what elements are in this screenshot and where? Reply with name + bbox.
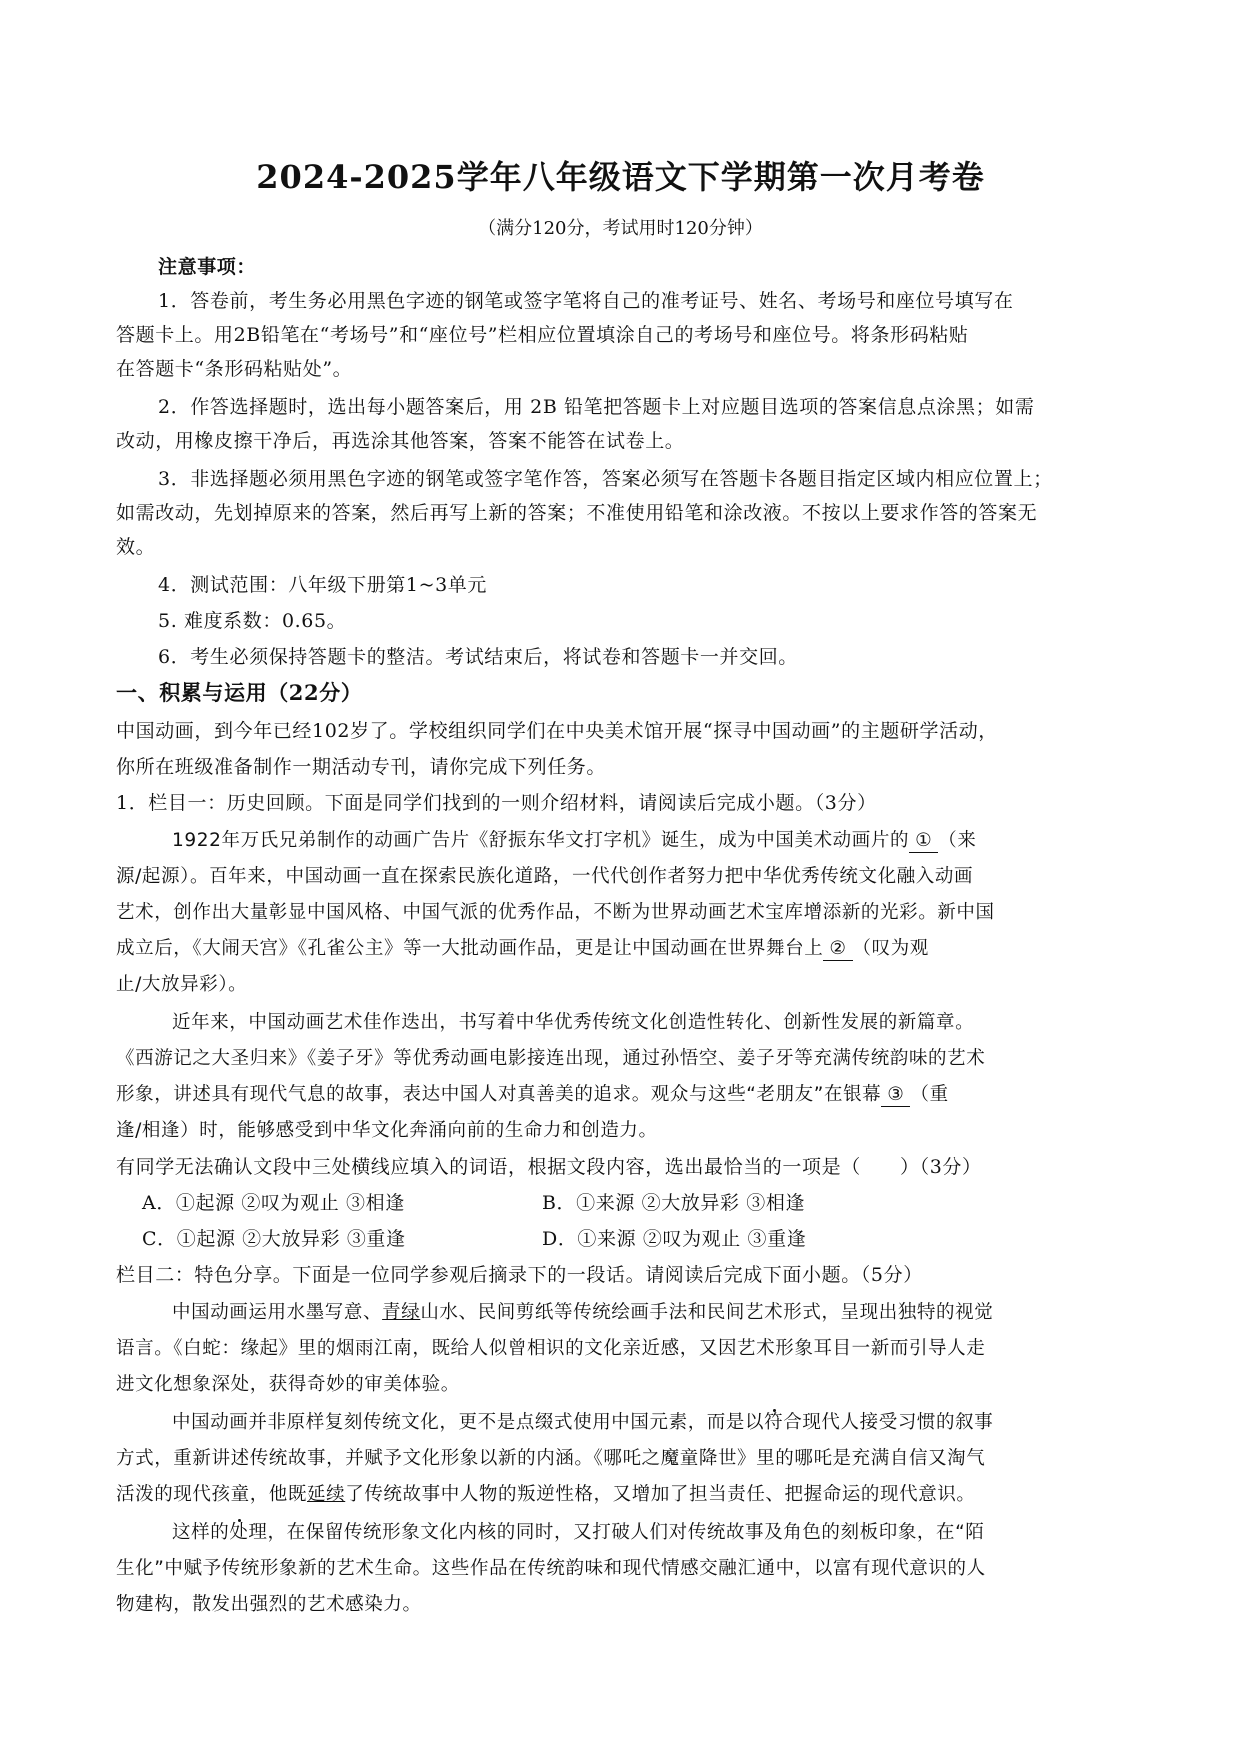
passage-line — [172, 1519, 984, 1547]
passage-line: 生化”中赋予传统形象新的艺术生命。这些作品在传统韵味和现代情感交融汇通中，以富有现代意识的人 — [116, 1558, 986, 1579]
passage-line: 语言。《白蛇：缘起》里的烟雨江南，既给人似曾相识的文化亲近感，又因艺术形象耳目一新而引导人走 — [116, 1338, 986, 1359]
passage-line: 近年来，中国动画艺术佳作迭出，书写着中华优秀传统文化创造性转化、创新性发展的新篇章。 — [172, 1012, 975, 1033]
passage-line — [172, 827, 976, 855]
notice-line: 改动，用橡皮擦干净后，再选涂其他答案，答案不能答在试卷上。 — [116, 430, 685, 452]
blank-2: ② — [823, 938, 852, 961]
question-1-prompt: 有同学无法确认文段中三处横线应填入的词语，根据文段内容，选出最恰当的一项是（ ）（3分） — [116, 1156, 982, 1178]
exam-subtitle: （满分120分，考试用时120分钟） — [478, 218, 763, 239]
passage-line: 止/大放异彩）。 — [116, 974, 248, 995]
question-1: 1．栏目一：历史回顾。下面是同学们找到的一则介绍材料，请阅读后完成小题。（3分） — [116, 792, 877, 814]
notice-line: 答题卡上。用2B铅笔在“考场号”和“座位号”栏相应位置填涂自己的考场号和座位号。将条形码粘贴 — [116, 324, 969, 346]
passage-text: 1922年万氏兄弟制作的动画广告片《舒振东华文打字机》诞生，成为中国美术动画片的 — [172, 830, 910, 851]
passage-line: 物建构，散发出强烈的艺术感染力。 — [116, 1594, 422, 1615]
passage-line — [116, 1481, 976, 1509]
notice-line: 6．考生必须保持答题卡的整洁。考试结束后，将试卷和答题卡一并交回。 — [158, 646, 798, 668]
blank-3: ③ — [881, 1084, 910, 1107]
passage-text: （来 — [938, 830, 977, 851]
section-heading: 一、积累与运用（22分） — [116, 680, 363, 705]
passage-text: （重 — [910, 1084, 949, 1105]
notice-heading: 注意事项： — [158, 256, 257, 278]
exam-title: 2024-2025学年八年级语文下学期第一次月考卷 — [256, 158, 985, 196]
passage-text: 理，在保留传统形象文化内核的同时，又打破人们对传统故事及角色的刻板印象，在“陌 — [248, 1522, 985, 1543]
passage-text: 山水、民间剪纸等传统绘画手法和民间艺术形式，呈现出独特的视觉 — [420, 1302, 994, 1323]
passage-line — [172, 1299, 993, 1327]
notice-line: 4．测试范围：八年级下册第1~3单元 — [158, 574, 487, 596]
underlined-word: 青绿 — [382, 1302, 421, 1323]
notice-line: 效。 — [116, 536, 156, 558]
passage-text: 合现代人接受习惯的叙事 — [783, 1412, 994, 1433]
notice-line: 3．非选择题必须用黑色字迹的钢笔或签字笔作答，答案必须写在答题卡各题目指定区域内相应位置上； — [158, 468, 1053, 490]
passage-text: 成立后，《大闹天宫》《孔雀公主》等一大批动画作品，更是让中国动画在世界舞台上 — [116, 938, 824, 959]
notice-line: 2．作答选择题时，选出每小题答案后，用 2B 铅笔把答题卡上对应题目选项的答案信息点涂黑；如需 — [158, 396, 1035, 418]
notice-line: 如需改动，先划掉原来的答案，然后再写上新的答案；不准使用铅笔和涂改液。不按以上要求作答的答案无 — [116, 502, 1038, 524]
passage-text: 形象，讲述具有现代气息的故事，表达中国人对真善美的追求。观众与这些“老朋友”在银幕 — [116, 1084, 882, 1105]
notice-line: 1．答卷前，考生务必用黑色字迹的钢笔或签字笔将自己的准考证号、姓名、考场号和座位号填写在 — [158, 290, 1014, 312]
passage-text: 中国动画运用水墨写意、 — [172, 1302, 383, 1323]
passage-line: 进文化想象深处，获得奇妙的审美体验。 — [116, 1374, 460, 1395]
passage-line: 源/起源）。百年来，中国动画一直在探索民族化道路，一代代创作者努力把中华优秀传统文化融入动画 — [116, 866, 974, 887]
dotted-char: 符 — [764, 1412, 784, 1433]
dotted-char: 处 — [229, 1522, 249, 1543]
passage-text: 活泼的现代孩童，他既 — [116, 1484, 308, 1505]
passage-line — [116, 935, 929, 963]
notice-line: 5. 难度系数：0.65。 — [158, 610, 347, 632]
passage-line — [172, 1409, 993, 1437]
passage-line: 方式，重新讲述传统故事，并赋予文化形象以新的内涵。《哪吒之魔童降世》里的哪吒是充满自信又淘气 — [116, 1448, 986, 1469]
blank-1: ① — [909, 830, 938, 853]
notice-line: 在答题卡“条形码粘贴处”。 — [116, 358, 353, 380]
option-a: A．①起源 ②叹为观止 ③相逢 — [142, 1192, 405, 1214]
passage-line — [116, 1081, 949, 1109]
option-d: D．①来源 ②叹为观止 ③重逢 — [542, 1228, 807, 1250]
option-c: C．①起源 ②大放异彩 ③重逢 — [142, 1228, 406, 1250]
option-b: B．①来源 ②大放异彩 ③相逢 — [542, 1192, 806, 1214]
passage-line: 逢/相逢）时，能够感受到中华文化奔涌向前的生命力和创造力。 — [116, 1120, 658, 1141]
passage-text: 了传统故事中人物的叛逆性格，又增加了担当责任、把握命运的现代意识。 — [345, 1484, 976, 1505]
underlined-word: 延续 — [307, 1484, 346, 1505]
section-intro: 你所在班级准备制作一期活动专刊，请你完成下列任务。 — [116, 756, 607, 778]
question-2: 栏目二：特色分享。下面是一位同学参观后摘录下的一段话。请阅读后完成下面小题。（5分） — [116, 1264, 923, 1286]
section-intro: 中国动画，到今年已经102岁了。学校组织同学们在中央美术馆开展“探寻中国动画”的主题研学活动， — [116, 720, 998, 742]
passage-line: 《西游记之大圣归来》《姜子牙》等优秀动画电影接连出现，通过孙悟空、姜子牙等充满传统韵味的艺术 — [116, 1048, 986, 1069]
passage-line: 艺术，创作出大量彰显中国风格、中国气派的优秀作品，不断为世界动画艺术宝库增添新的光彩。新中国 — [116, 902, 995, 923]
passage-text: 这样的 — [172, 1522, 230, 1543]
passage-text: 中国动画并非原样复刻传统文化，更不是点缀式使用中国元素，而是以 — [172, 1412, 765, 1433]
passage-text: （叹为观 — [852, 938, 929, 959]
